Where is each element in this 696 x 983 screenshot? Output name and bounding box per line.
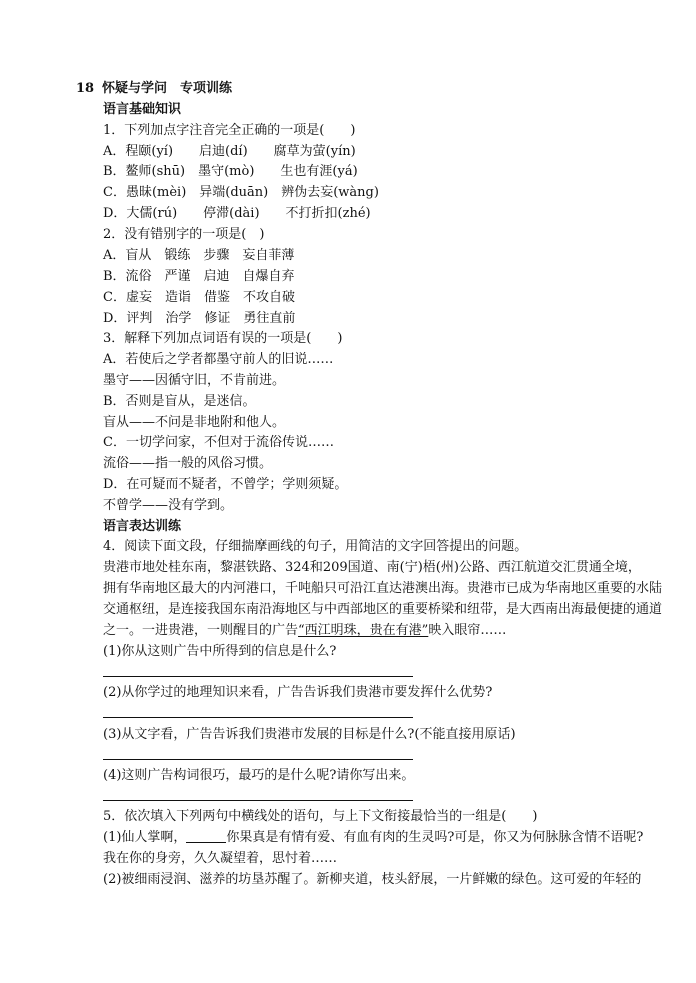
q5-item-2: (2)被细雨浸润、滋养的坊垦苏醒了。新柳夹道，枝头舒展，一片鲜嫩的绿色。这可爱的年轻的 <box>103 872 642 887</box>
q1-option-d: D．大儒(rú) 停滞(dài) 不打折扣(zhé) <box>103 206 371 221</box>
q4-passage-text: 映入眼帘…… <box>428 623 507 638</box>
q5-item-1-continued: 我在你的身旁，久久凝望着，思忖着…… <box>103 851 338 866</box>
q3-line: 流俗——指一般的风俗习惯。 <box>103 456 273 471</box>
q5-item-1 <box>103 829 643 846</box>
q2-option-b: B．流俗 严谨 启迪 自爆自弃 <box>103 269 295 284</box>
q4-answer-line-1[interactable] <box>103 676 413 677</box>
q3-line: C．一切学问家，不但对于流俗传说…… <box>103 435 334 450</box>
q4-subquestion-1: (1)你从这则广告中所得到的信息是什么? <box>103 644 337 659</box>
q3-line: 不曾学——没有学到。 <box>103 498 234 513</box>
q4-passage-last-line <box>103 622 506 639</box>
q4-stem: 4．阅读下面文段，仔细揣摩画线的句子，用简洁的文字回答提出的问题。 <box>103 539 528 554</box>
q4-passage-line: 拥有华南地区最大的内河港口，千吨船只可沿江直达港澳出海。贵港市已成为华南地区重要的水陆 <box>103 581 663 596</box>
q4-answer-line-2[interactable] <box>103 717 413 718</box>
q4-subquestion-3: (3)从文字看，广告告诉我们贵港市发展的目标是什么?(不能直接用原话) <box>103 727 516 742</box>
q1-stem: 1．下列加点字注音完全正确的一项是( ) <box>103 123 356 138</box>
q5-item-1-text: (1)仙人掌啊， <box>103 830 187 845</box>
q3-line: D．在可疑而不疑者，不曾学；学则须疑。 <box>103 477 348 492</box>
q1-option-c: C．愚昧(mèi) 异端(duān) 辨伪去妄(wàng) <box>103 185 379 200</box>
lesson-number: 18 <box>76 81 95 96</box>
q4-subquestion-2: (2)从你学过的地理知识来看，广告告诉我们贵港市要发挥什么优势? <box>103 685 493 700</box>
q3-line: A．若使后之学者都墨守前人的旧说…… <box>103 352 334 367</box>
q4-passage-line: 交通枢纽，是连接我国东南沿海地区与中西部地区的重要桥梁和纽带，是大西南出海最便捷的通道 <box>103 602 663 617</box>
q5-item-1-text: 你果真是有情有爱、有血有肉的生灵吗?可是，你又为何脉脉含情不语呢? <box>226 830 644 845</box>
q2-option-c: C．虚妄 造诣 借鉴 不攻自破 <box>103 290 295 305</box>
q4-passage-line: 贵港市地处桂东南，黎湛铁路、324和209国道、南(宁)梧(州)公路、西江航道交汇贯通全境， <box>103 560 641 575</box>
q4-passage-text: 之一。一进贵港，一则醒目的广告 <box>103 623 299 638</box>
q3-line: 盲从——不问是非地附和他人。 <box>103 415 286 430</box>
q5-stem: 5．依次填入下列两句中横线处的语句，与上下文衔接最恰当的一组是( ) <box>103 809 538 824</box>
q5-blank[interactable] <box>186 830 226 843</box>
q3-line: B．否则是盲从，是迷信。 <box>103 394 256 409</box>
q3-stem: 3．解释下列加点词语有误的一项是( ) <box>103 331 343 346</box>
section-title-basic-knowledge: 语言基础知识 <box>103 102 182 117</box>
q4-answer-line-3[interactable] <box>103 759 413 760</box>
q4-answer-line-4[interactable] <box>103 800 413 801</box>
q4-underlined-slogan: “西江明珠，贵在有港” <box>298 623 429 638</box>
q4-subquestion-4: (4)这则广告构词很巧，最巧的是什么呢?请你写出来。 <box>103 768 415 783</box>
q3-line: 墨守——因循守旧，不肯前进。 <box>103 373 286 388</box>
q2-option-d: D．评判 治学 修证 勇往直前 <box>103 311 296 326</box>
q2-stem: 2．没有错别字的一项是( ) <box>103 227 265 242</box>
q1-option-b: B．鳌师(shū) 墨守(mò) 生也有涯(yá) <box>103 164 358 179</box>
q1-option-a: A．程颐(yí) 启迪(dí) 腐草为萤(yín) <box>103 144 356 159</box>
section-title-expression: 语言表达训练 <box>103 519 182 534</box>
q2-option-a: A．盲从 锻练 步骤 妄自菲薄 <box>103 248 295 263</box>
lesson-title: 怀疑与学问 专项训练 <box>102 81 233 96</box>
